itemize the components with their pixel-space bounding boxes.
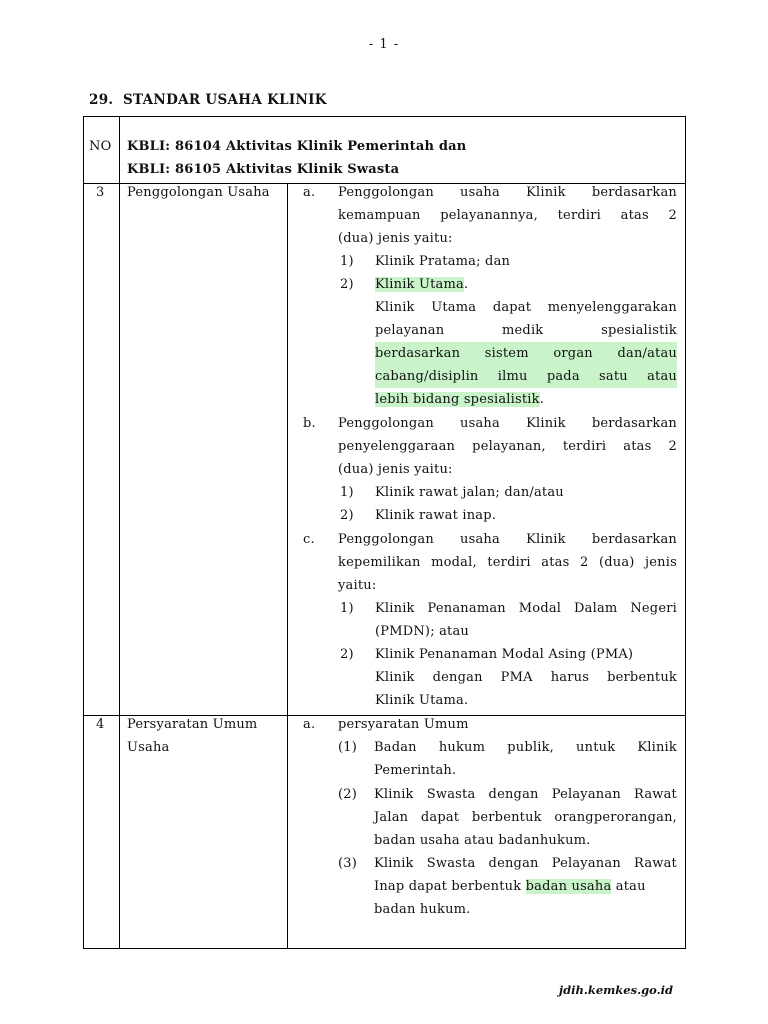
row3-b-marker: b.: [303, 416, 316, 431]
table-col-divider-2: [287, 183, 288, 949]
row3-a-desc5: lebih bidang spesialistik.: [375, 392, 545, 407]
row3-a-desc4: cabang/disiplin ilmu pada satu atau: [375, 365, 677, 388]
highlight: badan usaha: [525, 879, 612, 894]
section-title: [89, 92, 327, 108]
row4-a-marker: a.: [303, 717, 316, 732]
row4-label-line1: Persyaratan Umum: [127, 717, 258, 732]
highlight: Klinik Utama: [375, 277, 464, 292]
row4-a-item1: Badan hukum publik, untuk Klinik: [374, 740, 677, 755]
row4-a-item1-cont: Pemerintah.: [374, 763, 457, 778]
table-col-divider-1: [119, 116, 120, 949]
row4-a-item3-cont2: badan hukum.: [374, 902, 471, 917]
row3-a-item1: Klinik Pratama; dan: [375, 254, 511, 269]
table-border-bottom: [83, 948, 686, 949]
row3-a-item2-marker: 2): [340, 277, 354, 292]
row3-a-desc1: Klinik Utama dapat menyelenggarakan: [375, 300, 677, 315]
row3-b-line2: penyelenggaraan pelayanan, terdiri atas 2: [338, 439, 677, 454]
row3-a-line1: Penggolongan usaha Klinik berdasarkan: [338, 185, 677, 200]
row3-c-line2: kepemilikan modal, terdiri atas 2 (dua) jenis: [338, 555, 677, 570]
row3-c-item1: Klinik Penanaman Modal Dalam Negeri: [375, 601, 677, 616]
row4-label-line2: Usaha: [127, 740, 170, 755]
page-number: - 1 -: [368, 37, 400, 52]
row3-c-line3: yaitu:: [338, 578, 377, 593]
row4-a-line1: persyaratan Umum: [338, 717, 469, 732]
row4-a-item2-cont1: Jalan dapat berbentuk orangperorangan,: [374, 810, 677, 825]
row3-b-item2: Klinik rawat inap.: [375, 508, 497, 523]
row4-a-item2-cont2: badan usaha atau badanhukum.: [374, 833, 591, 848]
row3-b-line1: Penggolongan usaha Klinik berdasarkan: [338, 416, 677, 431]
row3-c-desc1: Klinik dengan PMA harus berbentuk: [375, 670, 677, 685]
row3-b-item1-marker: 1): [340, 485, 354, 500]
row4-a-item2-marker: (2): [338, 787, 358, 802]
section-number: 29.: [89, 92, 114, 108]
footer-source: jdih.kemkes.go.id: [558, 983, 673, 997]
table-border-right: [685, 116, 686, 949]
row3-c-item1-marker: 1): [340, 601, 354, 616]
row3-c-desc2: Klinik Utama.: [375, 693, 469, 708]
row4-a-item3-marker: (3): [338, 856, 358, 871]
row3-a-item1-marker: 1): [340, 254, 354, 269]
row3-c-marker: c.: [303, 532, 315, 547]
header-kbli-2: KBLI: 86105 Aktivitas Klinik Swasta: [127, 162, 400, 177]
row3-c-item1-cont: (PMDN); atau: [375, 624, 470, 639]
row3-b-line3: (dua) jenis yaitu:: [338, 462, 453, 477]
row4-a-item3-cont1: Inap dapat berbentuk badan usaha atau: [374, 879, 646, 894]
row3-a-marker: a.: [303, 185, 316, 200]
row4-a-item2: Klinik Swasta dengan Pelayanan Rawat: [374, 787, 677, 802]
section-title-text: STANDAR USAHA KLINIK: [123, 92, 327, 108]
highlight: lebih bidang spesialistik: [375, 392, 540, 407]
row3-number: 3: [96, 185, 105, 200]
row3-c-item2-marker: 2): [340, 647, 354, 662]
row3-a-line2: kemampuan pelayanannya, terdiri atas 2: [338, 208, 677, 223]
row3-a-desc3: berdasarkan sistem organ dan/atau: [375, 342, 677, 365]
row3-a-line3: (dua) jenis yaitu:: [338, 231, 453, 246]
row3-c-item2: Klinik Penanaman Modal Asing (PMA): [375, 647, 634, 662]
row4-a-item3: Klinik Swasta dengan Pelayanan Rawat: [374, 856, 677, 871]
row3-label: Penggolongan Usaha: [127, 185, 270, 200]
header-kbli-1: KBLI: 86104 Aktivitas Klinik Pemerintah dan: [127, 139, 467, 154]
row4-number: 4: [96, 717, 105, 732]
row3-a-item2: Klinik Utama.: [375, 277, 469, 292]
row4-a-item1-marker: (1): [338, 740, 358, 755]
table-border-left: [83, 116, 84, 949]
row3-c-line1: Penggolongan usaha Klinik berdasarkan: [338, 532, 677, 547]
row3-b-item2-marker: 2): [340, 508, 354, 523]
table-border-top: [83, 116, 686, 117]
row3-b-item1: Klinik rawat jalan; dan/atau: [375, 485, 564, 500]
row3-a-desc2: pelayanan medik spesialistik: [375, 323, 677, 338]
header-no: NO: [89, 139, 112, 154]
